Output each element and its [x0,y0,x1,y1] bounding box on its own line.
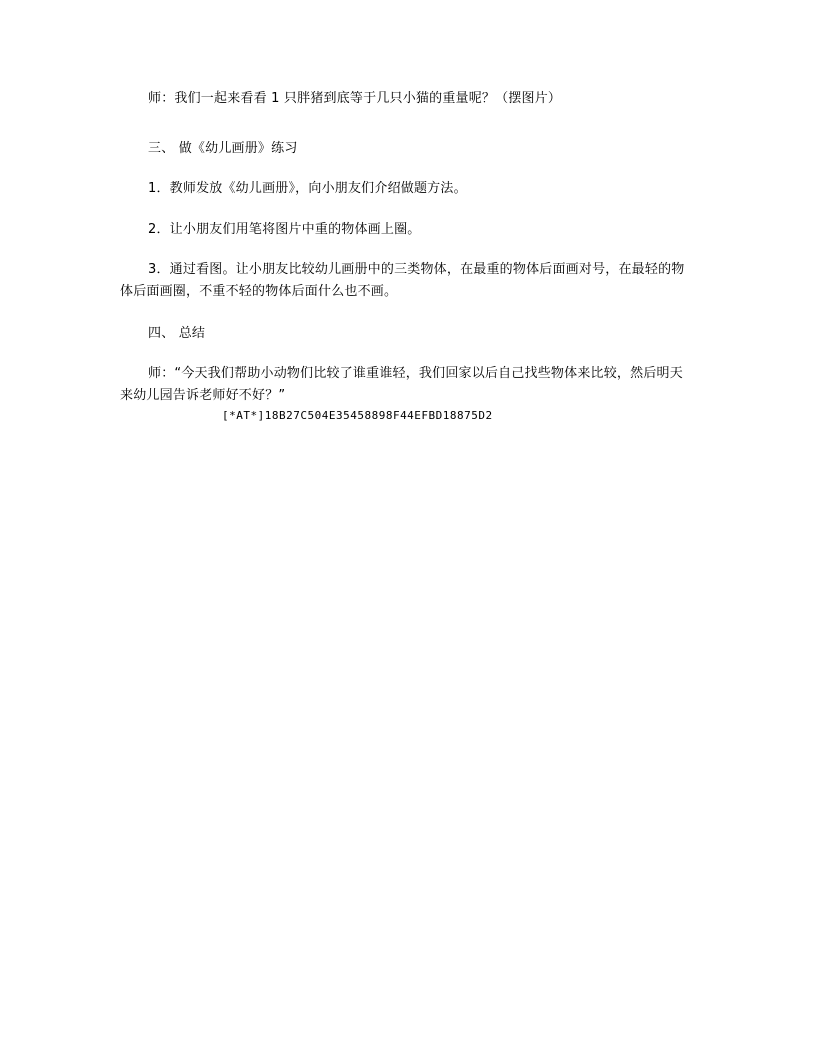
section-four-heading: 四、 总结 [148,326,206,341]
step-two-paragraph: 2．让小朋友们用笔将图片中重的物体画上圈。 [148,222,421,237]
section-three-heading: 三、 做《幼儿画册》练习 [148,141,298,156]
step-one-paragraph: 1．教师发放《幼儿画册》，向小朋友们介绍做题方法。 [148,181,467,196]
summary-paragraph: 师：“今天我们帮助小动物们比较了谁重谁轻，我们回家以后自己找些物体来比较，然后明天来幼儿园告诉老师好不好？” [120,366,683,403]
teacher-question-paragraph: 师：我们一起来看看 1 只胖猪到底等于几只小猫的重量呢？（摆图片） [148,91,562,106]
document-id-code: [*AT*]18B27C504E35458898F44EFBD18875D2 [222,409,493,422]
step-three-paragraph: 3．通过看图。让小朋友比较幼儿画册中的三类物体，在最重的物体后面画对号，在最轻的物体后面画圈，不重不轻的物体后面什么也不画。 [120,262,685,299]
